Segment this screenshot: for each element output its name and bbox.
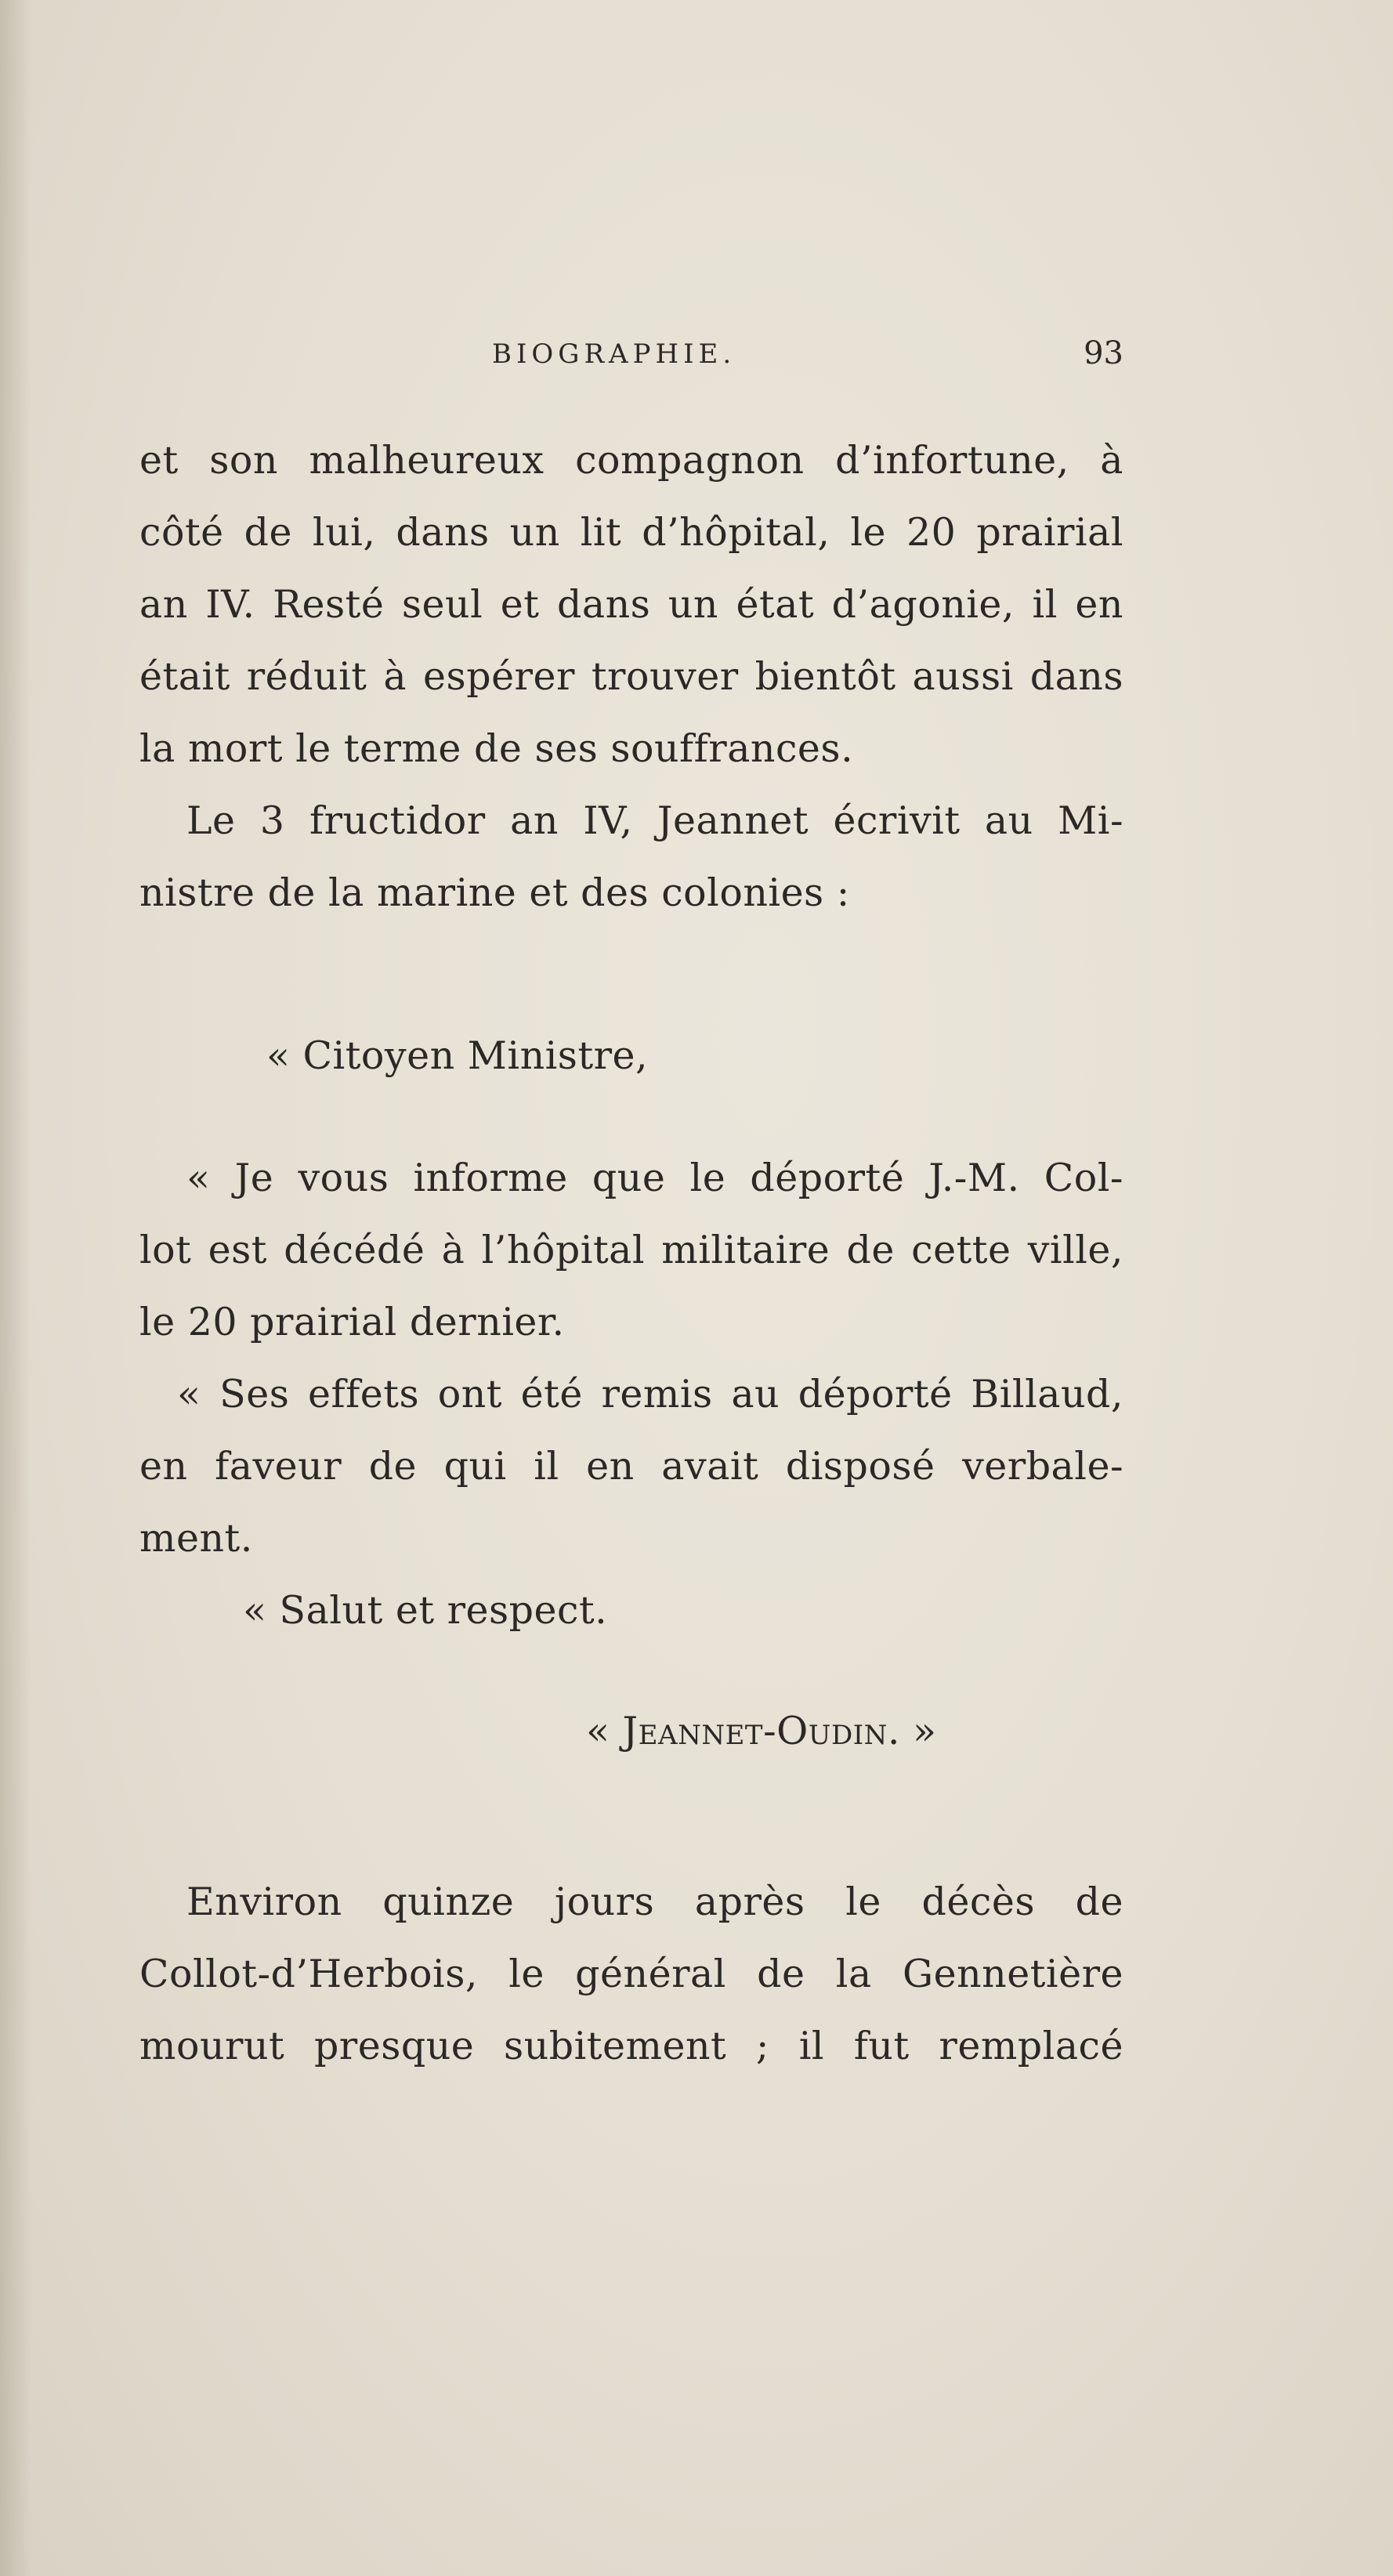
salutation: « Citoyen Ministre, [266, 1033, 649, 1078]
text-line: côté de lui, dans un lit d’hôpital, le 20 prairial [139, 510, 1123, 555]
text-line: était réduit à espérer trouver bientôt aussi dans [139, 654, 1123, 699]
text-line: le 20 prairial dernier. [139, 1300, 565, 1344]
text-line: Environ quinze jours après le décès de [186, 1880, 1123, 1924]
closing: « Salut et respect. [243, 1588, 608, 1633]
text-line: ment. [139, 1516, 253, 1561]
text-line: lot est décédé à l’hôpital militaire de cette ville, [139, 1228, 1123, 1272]
text-line: la mort le terme de ses souffrances. [139, 726, 854, 771]
text-line: « Ses effets ont été remis au déporté Billaud, [177, 1372, 1123, 1416]
text-line: mourut presque subitement ; il fut remplacé [139, 2024, 1123, 2068]
text-line: « Je vous informe que le déporté J.-M. Col- [186, 1156, 1123, 1200]
page-header [139, 335, 1123, 385]
text-line: et son malheureux compagnon d’infortune, à [139, 438, 1123, 483]
text-line: nistre de la marine et des colonies : [139, 870, 850, 915]
text-line: an IV. Resté seul et dans un état d’agonie, il en [139, 582, 1123, 627]
text-line: Le 3 fructidor an IV, Jeannet écrivit au Mi- [186, 798, 1123, 843]
running-title: BIOGRAPHIE. [492, 338, 736, 370]
text-line: Collot-d’Herbois, le général de la Gennetière [139, 1952, 1123, 1996]
text-line: en faveur de qui il en avait disposé verbale- [139, 1444, 1123, 1489]
signature: « Jeannet-Oudin. » [586, 1709, 937, 1753]
page-number: 93 [1084, 335, 1123, 371]
